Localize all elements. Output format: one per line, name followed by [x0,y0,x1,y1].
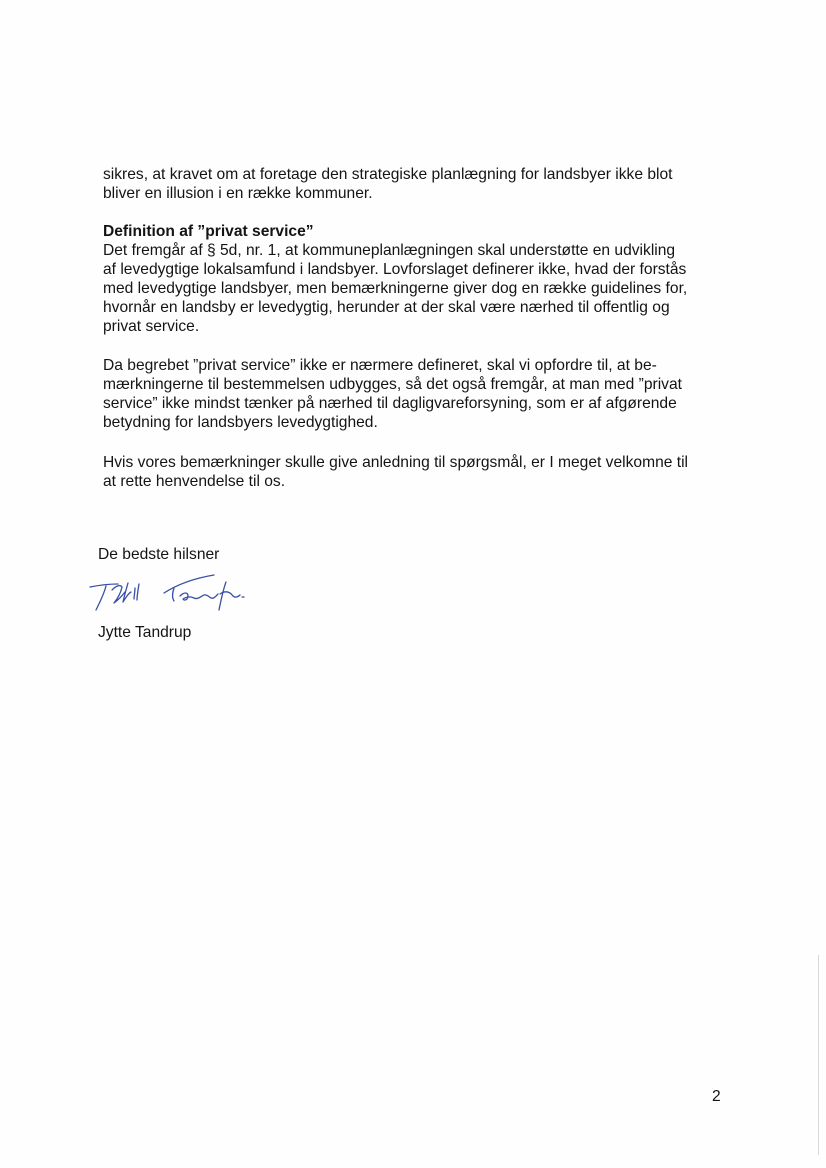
handwritten-signature [88,570,268,620]
text-line: Hvis vores bemærkninger skulle give anledning til spørgsmål, er I meget velkomne til [103,454,689,471]
section-heading: Definition af ”privat service” [103,223,314,240]
text-line: sikres, at kravet om at foretage den strategiske planlægning for landsbyer ikke blot [103,166,673,183]
scan-edge [818,955,819,1155]
signatory-name: Jytte Tandrup [98,624,192,641]
paragraph-contact [103,453,743,491]
text-line: Da begrebet ”privat service” ikke er nærmere defineret, skal vi opfordre til, at be- [103,357,657,374]
text-line: bliver en illusion i en række kommuner. [103,185,373,202]
paragraph-intro [103,165,743,203]
text-line: hvornår en landsby er levedygtig, herunder at der skal være nærhed til offentlig og [103,299,670,316]
closing-greeting: De bedste hilsner [98,546,220,563]
text-line: at rette henvendelse til os. [103,473,286,490]
text-line: service” ikke mindst tænker på nærhed til dagligvareforsyning, som er af afgørende [103,395,677,412]
page-number: 2 [712,1088,721,1105]
text-line: mærkningerne til bestemmelsen udbygges, så det også fremgår, at man med ”privat [103,376,682,393]
paragraph-private-service [103,356,743,432]
text-line: privat service. [103,318,200,335]
text-line: betydning for landsbyers levedygtighed. [103,414,378,431]
paragraph-definition [103,222,743,336]
text-line: med levedygtige landsbyer, men bemærkningerne giver dog en række guidelines for, [103,280,688,297]
text-line: Det fremgår af § 5d, nr. 1, at kommuneplanlægningen skal understøtte en udvikling [103,242,676,259]
text-line: af levedygtige lokalsamfund i landsbyer. Lovforslaget definerer ikke, hvad der forstås [103,261,687,278]
